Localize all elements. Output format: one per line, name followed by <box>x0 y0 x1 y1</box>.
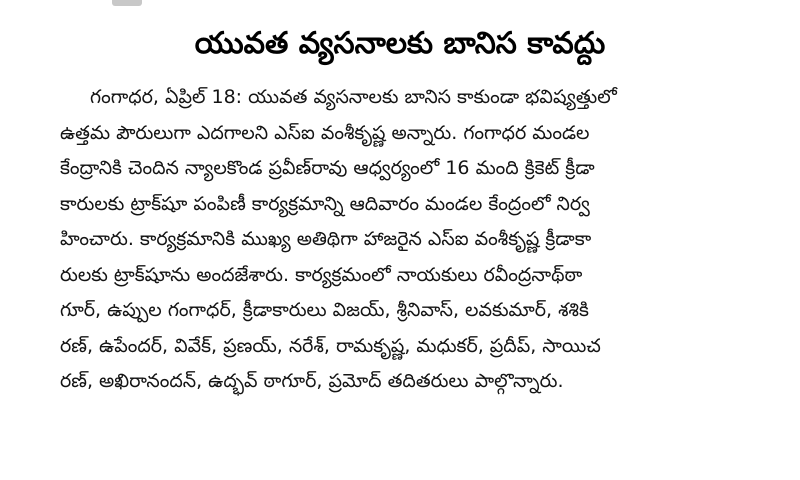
article-line: గంగాధర, ఏప్రిల్ 18: యువత వ్యసనాలకు బానిస కాకుండా భవిష్యత్తులో <box>90 86 617 108</box>
article-body <box>60 80 770 400</box>
article-line: హించారు. కార్యక్రమానికి ముఖ్య అతిథిగా హాజరైన ఎస్ఐ వంశీకృష్ణ క్రీడాకా <box>60 228 592 250</box>
article-line: రణ్, ఉపేందర్, వివేక్, ప్రణయ్, నరేశ్, రామకృష్ణ, మధుకర్, ప్రదీప్, సాయిచ <box>60 334 601 357</box>
article-line: గూర్, ఉప్పుల గంగాధర్, క్రీడాకారులు విజయ్, శ్రీనివాస్, లవకుమార్, శశికి <box>60 299 589 321</box>
article-headline: యువత వ్యసనాలకు బానిస కావద్దు <box>194 26 606 61</box>
article-line: కేంద్రానికి చెందిన న్యాలకొండ ప్రవీణ్‌రావు ఆధ్వర్యంలో 16 మంది క్రికెట్ క్రీడా <box>60 157 595 179</box>
article-line: రణ్, అఖిరానందన్, ఉద్భవ్ ఠాగూర్, ప్రమోద్ తదితరులు పాల్గొన్నారు. <box>60 370 564 392</box>
article-line: కారులకు ట్రాక్‌షూ పంపిణీ కార్యక్రమాన్ని ఆదివారం మండల కేంద్రంలో నిర్వ <box>60 192 590 215</box>
article-line: ఉత్తమ పౌరులుగా ఎదగాలని ఎస్ఐ వంశీకృష్ణ అన్నారు. గంగాధర మండల <box>60 121 590 144</box>
article-line: రులకు ట్రాక్‌షూను అందజేశారు. కార్యక్రమంలో నాయకులు రవీంద్రనాథ్‌ఠా <box>60 263 583 286</box>
previous-article-edge <box>112 0 142 6</box>
